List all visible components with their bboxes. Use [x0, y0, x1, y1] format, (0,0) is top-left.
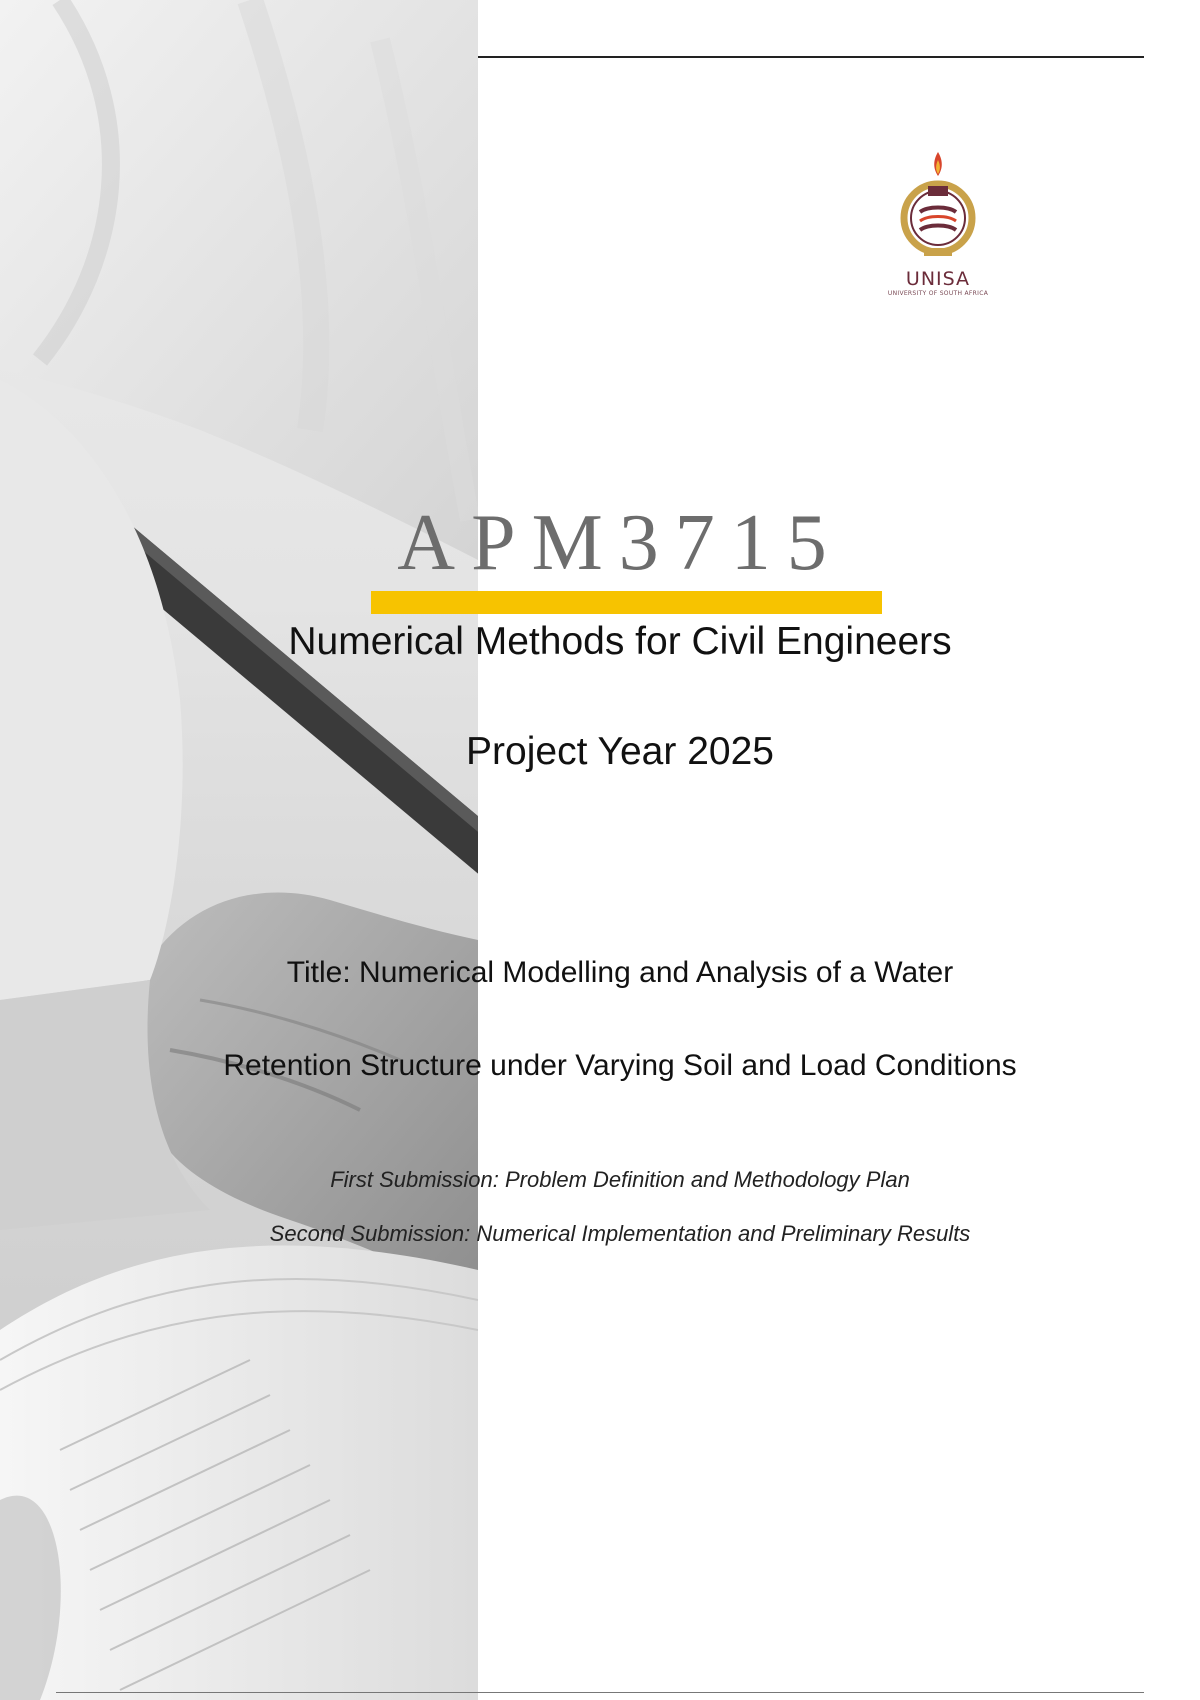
project-year: Project Year 2025 — [466, 730, 774, 773]
bottom-divider — [56, 1692, 1144, 1693]
course-title: Numerical Methods for Civil Engineers — [288, 620, 952, 663]
course-code: APM3715 — [397, 499, 843, 587]
cover-photo — [0, 0, 478, 1700]
unisa-logo — [878, 146, 998, 306]
document-title-line-1: Title: Numerical Modelling and Analysis of a Water — [286, 956, 954, 989]
accent-bar — [371, 591, 882, 614]
second-submission: Second Submission: Numerical Implementation and Preliminary Results — [269, 1221, 971, 1246]
first-submission: First Submission: Problem Definition and Methodology Plan — [330, 1167, 910, 1192]
hand-writing-with-pencil-photo — [0, 0, 478, 1700]
unisa-wordmark: UNISA — [905, 268, 971, 290]
top-divider — [478, 56, 1144, 58]
unisa-crest-icon — [898, 146, 978, 266]
unisa-tagline: UNIVERSITY OF SOUTH AFRICA — [887, 290, 989, 297]
document-title-line-2: Retention Structure under Varying Soil and Load Conditions — [223, 1049, 1017, 1082]
